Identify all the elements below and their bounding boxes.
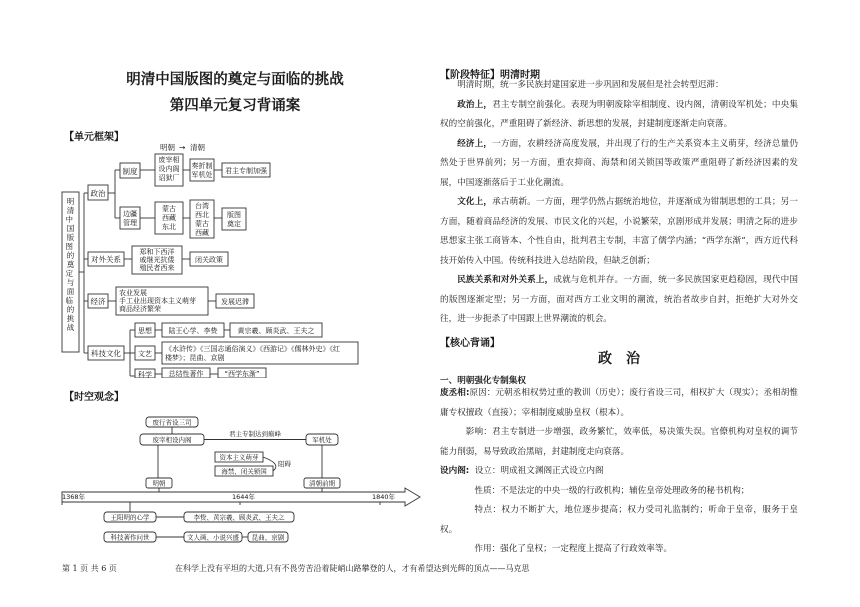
section-timeline: 【时空观念】 bbox=[64, 392, 124, 403]
fw-science: 科学 bbox=[138, 371, 152, 378]
tl-1840: 1840年 bbox=[372, 493, 396, 501]
tl-junjichu: 军机处 bbox=[312, 436, 332, 444]
fw-culture: 科技文化 bbox=[91, 349, 121, 358]
fw-foreign: 对外关系 bbox=[91, 255, 121, 264]
fw-thought-items: 陆王心学、李贽 bbox=[168, 327, 218, 335]
intro-paragraph: 明清时期，统一多民族封建国家进一步巩固和发展但是社会转型迟滞： bbox=[457, 80, 724, 90]
fw-sci-items: 总结性著作 bbox=[168, 370, 204, 378]
page-subtitle: 第四单元复习背诵案 bbox=[169, 98, 301, 114]
fw-ming: 明朝 bbox=[160, 143, 175, 152]
cabinet-paragraph: 设内阁: 设立：明成祖文渊阁正式设立内阁 bbox=[440, 466, 604, 476]
tl-abolish-prime: 废宰相设内阁 bbox=[152, 436, 192, 444]
fw-foreign-items: 郑和下西洋戚继光抗倭殖民者西来 bbox=[139, 248, 175, 272]
economy-paragraph: 经济上，一方面，农耕经济高度发展，并出现了行的生产关系资本主义萌芽，经济总量仍然处于世界前列；另一方面，重农抑商、海禁和闭关锁国等政策严重阻碍了新经济因素的发展，中国逐渐落后于工业化潮流。 bbox=[440, 138, 798, 188]
politics-paragraph: 政治上，君主专制空前强化。表现为明朝废除宰相制度、设内阁，清朝设军机处；中央集权的空前强化，严重阻碍了新经济、新思想的发展，封建制度逐渐走向衰落。 bbox=[440, 99, 798, 129]
fw-root: 明清中 国版图 的奠定 与面临 的挑战 bbox=[65, 197, 75, 332]
fw-lit-items: 《水浒传》《三国志通俗演义》《西游记》《儒林外史》《红 楼梦》；昆曲、京剧 bbox=[165, 345, 340, 362]
fw-territory: 版图奠定 bbox=[227, 211, 241, 228]
svg-text:→: → bbox=[179, 143, 186, 152]
fw-abolish: 废宰相设内阁诏狱厂 bbox=[158, 156, 180, 182]
fw-econ2: 手工业出现资本主义萌芽 bbox=[119, 297, 196, 305]
page-title: 明清中国版图的奠定与面临的挑战 bbox=[126, 72, 344, 88]
tl-wangyangming: 王阳明的心学 bbox=[110, 513, 150, 522]
fw-thinkers: 黄宗羲、顾炎武、王夫之 bbox=[237, 327, 315, 335]
culture-paragraph: 文化上，承古萌新。一方面，理学仍然占据统治地位，并逐渐成为钳制思想的工具；另一方面，随着商品经济的发展、市民文化的兴起，小说繁荣，京剧形成并发展；明清之际的进步思想家主张工商皆本、个性自由，批判君主专制，丰富了儒学内涵；“西学东渐”，西方近代科技开始传入中国。传统科技进入总结阶段，但缺乏创新； bbox=[440, 197, 798, 266]
nature-paragraph: 性质：不是法定的中央一级的行政机构；辅佐皇帝处理政务的秘书机构； bbox=[474, 485, 750, 496]
fw-economy: 经济 bbox=[90, 297, 106, 306]
fw-zouzhe: 奏折制军机处 bbox=[191, 162, 213, 179]
fw-border: 边疆管理 bbox=[123, 210, 137, 227]
stage-heading: 【阶段特征】明清时期 bbox=[440, 70, 540, 81]
section-framework: 【单元框架】 bbox=[64, 132, 124, 143]
fw-west-learning: “西学东渐” bbox=[224, 370, 260, 378]
abolish-paragraph: 废丞相:原因：元朝丞相权势过重的教训（历史）；废行省设三司，相权扩大（现实）；丞相胡惟庸专权擅政（直接）；宰相制度威胁皇权（根本）。 bbox=[440, 388, 799, 418]
fw-border-regions: 蒙古西藏东北 bbox=[162, 205, 176, 231]
fw-econ1: 农业发展 bbox=[119, 289, 147, 297]
fw-politics: 政治 bbox=[90, 189, 106, 198]
tl-abolish-sansi: 废行省设三司 bbox=[152, 418, 192, 427]
politics-title: 政 治 bbox=[598, 351, 640, 367]
tl-thinkers: 李贽、黄宗羲、顾炎武、王夫之 bbox=[193, 513, 285, 522]
fw-thought: 思想 bbox=[138, 327, 152, 335]
unit-framework-diagram bbox=[60, 140, 430, 378]
tl-opera: 昆曲、京剧 bbox=[251, 533, 285, 542]
tl-monarchy-peak: 君主专制达到巅峰 bbox=[229, 430, 281, 438]
ethnic-paragraph: 民族关系和对外关系上，成就与危机并存。一方面，统一多民族国家更趋稳固，现代中国的版图逐渐定型；另一方面，面对西方工业文明的潮流，统治者故步自封，拒绝扩大对外交往，进一步扼杀了中国跟上世界潮流的机会。 bbox=[440, 275, 798, 324]
feature-paragraph: 特点：权力不断扩大，地位逐步提高；权力受司礼监制约；听命于皇帝，服务于皇权。 bbox=[440, 505, 798, 535]
effect-paragraph: 作用：强化了皇权；一定程度上提高了行政效率等。 bbox=[474, 544, 673, 554]
fw-closed: 闭关政策 bbox=[195, 256, 223, 264]
footer-quote: 在科学上没有平坦的大道,只有不畏劳苦沿着陡峭山路攀登的人，才有希望达到光辉的顶点——马克思 bbox=[175, 564, 530, 573]
tl-capitalism: 资本主义萌芽 bbox=[219, 453, 259, 462]
timeline-diagram bbox=[60, 402, 430, 547]
tl-haijin: 海禁、闭关锁国 bbox=[221, 467, 267, 476]
fw-literature: 文艺 bbox=[138, 350, 152, 358]
tl-sci-works: 科技著作问世 bbox=[110, 533, 150, 542]
tl-1644: 1644年 bbox=[232, 493, 256, 501]
fw-border-regions2: 台湾西北蒙古西藏 bbox=[195, 202, 209, 237]
fw-econ3: 商品经济繁荣 bbox=[119, 305, 161, 313]
tl-qing: 清朝前期 bbox=[309, 479, 335, 488]
tl-1368: 1368年 bbox=[62, 493, 86, 501]
core-heading: 【核心背诵】 bbox=[440, 338, 500, 349]
fw-qing: 清朝 bbox=[190, 143, 205, 152]
page-number: 第 1 页 共 6 页 bbox=[62, 564, 117, 573]
point-1: 一、明朝强化专制集权 bbox=[440, 376, 526, 386]
fw-system: 制度 bbox=[122, 167, 138, 176]
fw-monarchy: 君主专制加强 bbox=[225, 167, 267, 175]
tl-ming: 明朝 bbox=[152, 479, 166, 488]
fw-stagnant: 发展迟滞 bbox=[221, 298, 249, 306]
tl-obstruct: 阻碍 bbox=[278, 460, 291, 468]
impact-paragraph: 影响：君主专制进一步增强，政务繁忙，效率低，易决策失误。官僚机构对皇权的调节能力削弱，易导致政治黑暗，封建制度走向衰落。 bbox=[440, 427, 798, 457]
tl-literature: 文人画、小说兴盛 bbox=[187, 533, 239, 542]
